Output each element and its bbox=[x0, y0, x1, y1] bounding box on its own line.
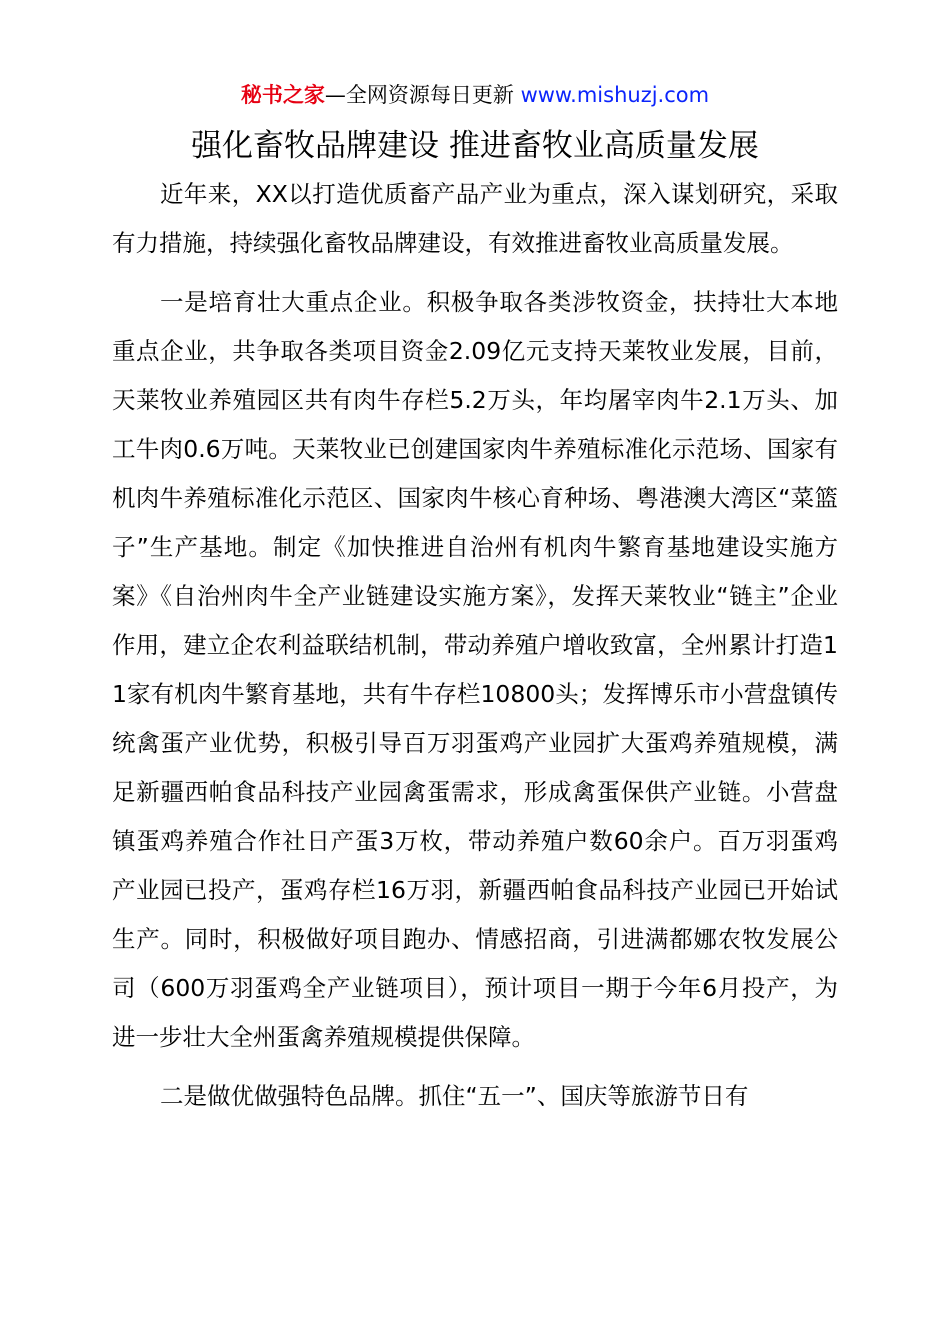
document-body bbox=[112, 170, 838, 1121]
site-url-link[interactable]: www.mishuzj.com bbox=[520, 83, 710, 107]
paragraph-featured-brands: 二是做优做强特色品牌。抓住“五一”、国庆等旅游节日有 bbox=[160, 1082, 749, 1110]
site-header bbox=[0, 80, 950, 110]
brand-name: 秘书之家 bbox=[240, 83, 325, 107]
paragraph-key-enterprises: 一是培育壮大重点企业。积极争取各类涉牧资金，扶持壮大本地重点企业，共争取各类项目资金2.09亿元支持天莱牧业发展，目前，天莱牧业养殖园区共有肉牛存栏5.2万头，年均屠宰肉牛2.1万头、加工牛肉0.6万吨。天莱牧业已创建国家肉牛养殖标准化示范场、国家有机肉牛养殖标准化示范区、国家肉牛核心育种场、粤港澳大湾区“菜篮子”生产基地。制定《加快推进自治州有机肉牛繁育基地建设实施方案》《自治州肉牛全产业链建设实施方案》，发挥天莱牧业“链主”企业作用，建立企农利益联结机制，带动养殖户增收致富，全州累计打造11家有机肉牛繁育基地，共有牛存栏10800头；发挥博乐市小营盘镇传统禽蛋产业优势，积极引导百万羽蛋鸡产业园扩大蛋鸡养殖规模，满足新疆西帕食品科技产业园禽蛋需求，形成禽蛋保供产业链。小营盘镇蛋鸡养殖合作社日产蛋3万枚，带动养殖户数60余户。百万羽蛋鸡产业园已投产，蛋鸡存栏16万羽，新疆西帕食品科技产业园已开始试生产。同时，积极做好项目跑办、情感招商，引进满都娜农牧发展公司（600万羽蛋鸡全产业链项目），预计项目一期于今年6月投产，为进一步壮大全州蛋禽养殖规模提供保障。 bbox=[112, 288, 838, 1051]
paragraph-intro: 近年来，XX以打造优质畜产品产业为重点，深入谋划研究，采取有力措施，持续强化畜牧品牌建设，有效推进畜牧业高质量发展。 bbox=[112, 180, 838, 257]
header-tagline: —全网资源每日更新 bbox=[324, 83, 514, 107]
document-title: 强化畜牧品牌建设 推进畜牧业高质量发展 bbox=[191, 128, 759, 164]
